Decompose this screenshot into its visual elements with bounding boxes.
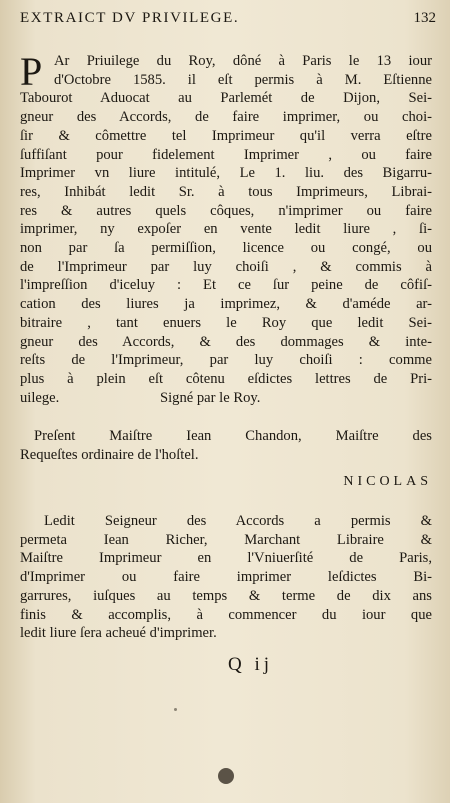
text-line: Preſent Maiſtre Iean Chandon, Maiſtre des bbox=[34, 428, 432, 444]
text-line: Ar Priuilege du Roy, dôné à Paris le 13 iour bbox=[54, 53, 432, 69]
text-line: reſts de l'Imprimeur, par luy choiſi : comme bbox=[20, 352, 432, 369]
text-line: ledit liure ſera acheué d'imprimer. bbox=[20, 625, 217, 642]
text-line-end: uilege. bbox=[20, 389, 60, 406]
running-head bbox=[20, 10, 436, 32]
text-line bbox=[20, 389, 432, 408]
text-line: de l'Imprimeur par luy choiſi , & commis à bbox=[20, 258, 432, 275]
text-line: d'Octobre 1585. il eſt permis à M. Eſtienne bbox=[54, 71, 432, 88]
text-line: res, Inhibát ledit Sr. à tous Imprimeurs, Librai- bbox=[20, 183, 432, 200]
text-line: Ledit Seigneur des Accords a permis & bbox=[44, 513, 432, 529]
text-line: Imprimer vn liure intitulé, Le 1. liu. des Bigarru- bbox=[20, 165, 432, 182]
signature-mark: Q ij bbox=[228, 654, 274, 675]
text-line: Requeſtes ordinaire de l'hoſtel. bbox=[20, 446, 199, 463]
privilege-paragraph bbox=[20, 49, 432, 407]
signer-name: NICOLAS bbox=[343, 474, 432, 489]
ink-blot bbox=[218, 768, 234, 784]
text-line: cation des liures ja imprimez, & d'améde ar- bbox=[20, 296, 432, 313]
present-paragraph bbox=[20, 427, 432, 464]
page-number: 132 bbox=[413, 10, 436, 26]
text-line: plus à plein eſt côtenu eſdictes lettres de Pri- bbox=[20, 370, 432, 387]
text-line: bitraire , tant enuers le Roy que ledit Sei- bbox=[20, 314, 432, 331]
royal-signature: Signé par le Roy. bbox=[160, 389, 261, 406]
text-line: d'Imprimer ou faire imprimer leſdictes Bi- bbox=[20, 569, 432, 586]
drop-cap: P bbox=[20, 49, 43, 94]
text-line: l'impreſſion d'iceluy : Et ce ſur peine de côfiſ- bbox=[20, 277, 432, 294]
text-line: imprimer, ny expoſer en vente ledit liure , ſi- bbox=[20, 221, 432, 238]
text-line: Maiſtre Imprimeur en l'Vniuerſité de Paris, bbox=[20, 550, 432, 567]
text-line: ſuffiſant pour fidelement Imprimer , ou faire bbox=[20, 146, 432, 163]
text-line: Tabourot Aduocat au Parlemét de Dijon, Sei- bbox=[20, 90, 432, 107]
text-line: res & autres quels côques, n'imprimer ou faire bbox=[20, 202, 432, 219]
ink-speck bbox=[174, 708, 177, 711]
text-line: non par ſa permiſſion, licence ou congé, ou bbox=[20, 240, 432, 257]
text-line: permeta Iean Richer, Marchant Libraire & bbox=[20, 531, 432, 548]
text-line: gneur des Accords, & des dommages & inte- bbox=[20, 333, 432, 350]
text-line: ſir & cômettre tel Imprimeur qu'il verra eſtre bbox=[20, 127, 432, 144]
text-line: finis & accomplis, à commencer du iour que bbox=[20, 606, 432, 623]
text-line: gneur des Accords, de faire imprimer, ou choi- bbox=[20, 109, 432, 126]
text-line: garrures, iuſques au temps & terme de dix ans bbox=[20, 587, 432, 604]
running-head-title: EXTRAICT DV PRIVILEGE. bbox=[20, 10, 240, 26]
grant-paragraph bbox=[20, 512, 432, 643]
